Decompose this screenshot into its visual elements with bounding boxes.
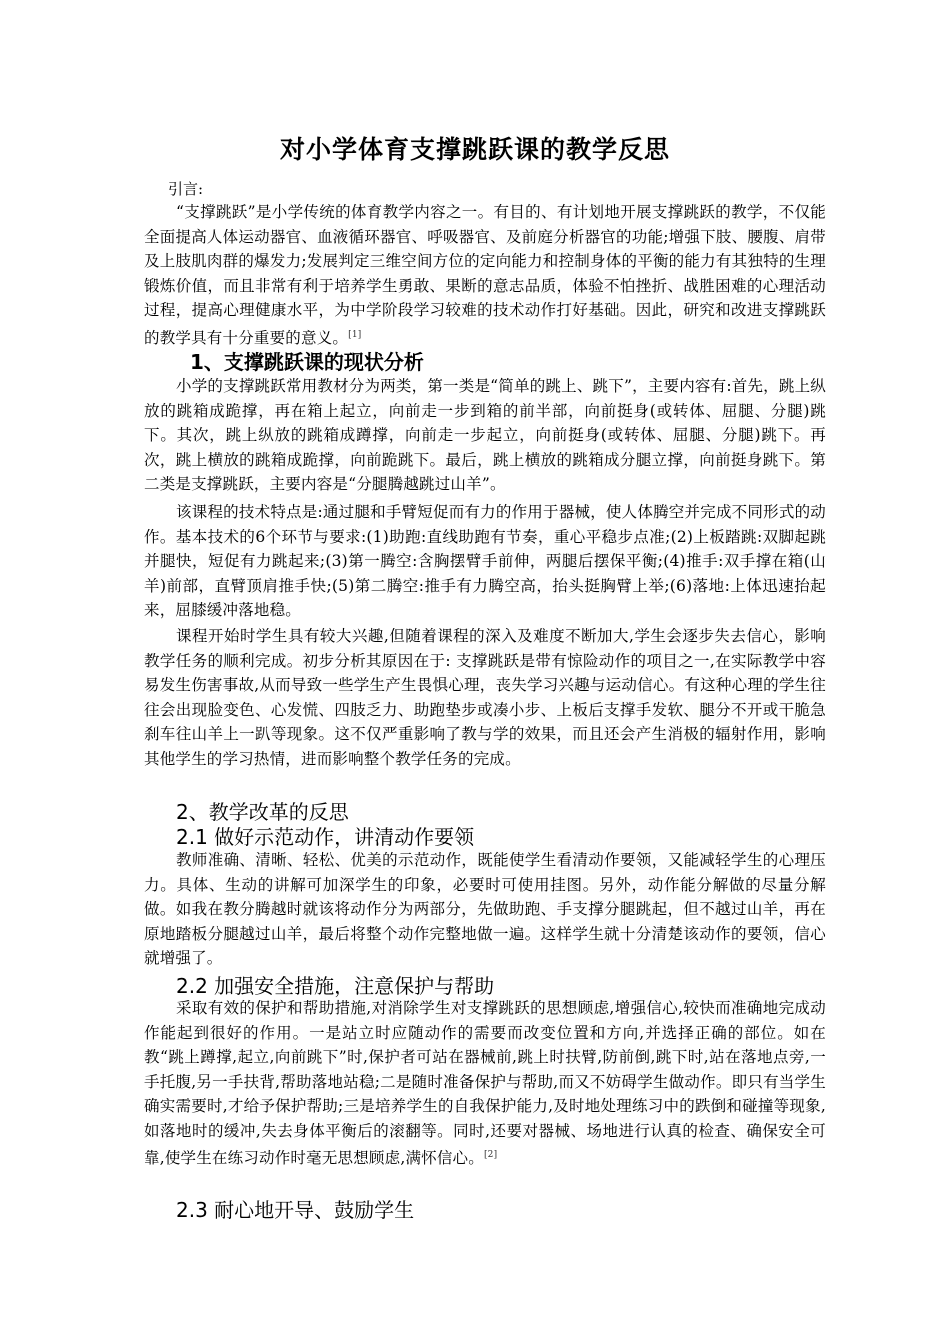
document-title: 对小学体育支撑跳跃课的教学反思 xyxy=(279,135,670,164)
section-1-heading: 1、支撑跳跃课的现状分析 xyxy=(190,350,424,374)
section-2-1-paragraph: 教师准确、清晰、轻松、优美的示范动作，既能使学生看清动作要领，又能减轻学生的心理压力。具体、生动的讲解可加深学生的印象，必要时可使用挂图。另外，动作能分解做的尽量分解做。如我在教分腾越时就该将动作分为两部分，先做助跑、手支撑分腿跳起，但不越过山羊，再在原地踏板分腿越过山羊，最后将整个动作完整地做一遍。这样学生就十分清楚该动作的要领，信心就增强了。 xyxy=(144,851,826,967)
section-2-heading: 2、教学改革的反思 xyxy=(176,800,349,824)
section-2-3-heading: 2.3 耐心地开导、鼓励学生 xyxy=(176,1198,415,1222)
section-2-2-heading: 2.2 加强安全措施，注意保护与帮助 xyxy=(176,974,495,998)
section-2-2-paragraph xyxy=(144,996,826,1171)
intro-label: 引言: xyxy=(168,180,204,198)
section-1-paragraph-1: 小学的支撑跳跃常用教材分为两类，第一类是“简单的跳上、跳下”，主要内容有:首先，跳上纵放的跳箱成跪撑，再在箱上起立，向前走一步到箱的前半部，向前挺身(或转体、屈腿、分腿)跳下。其次，跳上纵放的跳箱成蹲撑，向前走一步起立，向前挺身(或转体、屈腿、分腿)跳下。再次，跳上横放的跳箱成跪撑，向前跪跳下。最后，跳上横放的跳箱成分腿立撑，向前挺身跳下。第二类是支撑跳跃，主要内容是“分腿腾越跳过山羊”。 xyxy=(144,377,826,493)
section-2-1-heading: 2.1 做好示范动作，讲清动作要领 xyxy=(176,825,475,849)
citation-1: [1] xyxy=(348,329,362,340)
section-2-2-text: 采取有效的保护和帮助措施,对消除学生对支撑跳跃的思想顾虑,增强信心,较快而准确地完成动作能起到很好的作用。一是站立时应随动作的需要而改变位置和方向,并选择正确的部位。如在教“跳上蹲撑,起立,向前跳下”时,保护者可站在器械前,跳上时扶臂,防前倒,跳下时,站在落地点旁,一手托腹,另一手扶背,帮助落地站稳;二是随时准备保护与帮助,而又不妨碍学生做动作。即只有当学生确实需要时,才给予保护帮助;三是培养学生的自我保护能力,及时地处理练习中的跌倒和碰撞等现象,如落地时的缓冲,失去身体平衡后的滚翻等。同时,还要对器械、场地进行认真的检查、确保安全可靠,使学生在练习动作时毫无思想顾虑,满怀信心。 xyxy=(144,999,826,1168)
citation-2: [2] xyxy=(483,1150,498,1160)
section-1-paragraph-3: 课程开始时学生具有较大兴趣,但随着课程的深入及难度不断加大,学生会逐步失去信心，影响教学任务的顺利完成。初步分析其原因在于: 支撑跳跃是带有惊险动作的项目之一,在实际教学中容易发生伤害事故,从而导致一些学生产生畏惧心理，丧失学习兴趣与运动信心。有这种心理的学生往往会出现脸变色、心发慌、四肢乏力、助跑垫步或凑小步、上板后支撑手发软、腿分不开或干脆急刹车往山羊上一趴等现象。这不仅严重影响了教与学的效果，而且还会产生消极的辐射作用，影响其他学生的学习热情，进而影响整个教学任务的完成。 xyxy=(144,627,826,768)
section-1-paragraph-2: 该课程的技术特点是:通过腿和手臂短促而有力的作用于器械，使人体腾空并完成不同形式的动作。基本技术的6个环节与要求:(1)助跑:直线助跑有节奏，重心平稳步点准;(2)上板踏跳:双脚起跳并腿快，短促有力跳起来;(3)第一腾空:含胸摆臂手前伸，两腿后摆保平衡;(4)推手:双手撑在箱(山羊)前部，直臂顶肩推手快;(5)第二腾空:推手有力腾空高，抬头挺胸臂上举;(6)落地:上体迅速抬起来，屈膝缓冲落地稳。 xyxy=(144,503,826,619)
intro-text: “支撑跳跃”是小学传统的体育教学内容之一。有目的、有计划地开展支撑跳跃的教学，不仅能全面提高人体运动器官、血液循环器官、呼吸器官、及前庭分析器官的功能;增强下肢、腰腹、肩带及上肢肌肉群的爆发力;发展判定三维空间方位的定向能力和控制身体的平衡的能力有其独特的生理锻炼价值，而且非常有利于培养学生勇敢、果断的意志品质，体验不怕挫折、战胜困难的心理活动过程，提高心理健康水平，为中学阶段学习较难的技术动作打好基础。因此，研究和改进支撑跳跃的教学具有十分重要的意义。 xyxy=(144,203,826,347)
intro-paragraph xyxy=(144,200,826,350)
